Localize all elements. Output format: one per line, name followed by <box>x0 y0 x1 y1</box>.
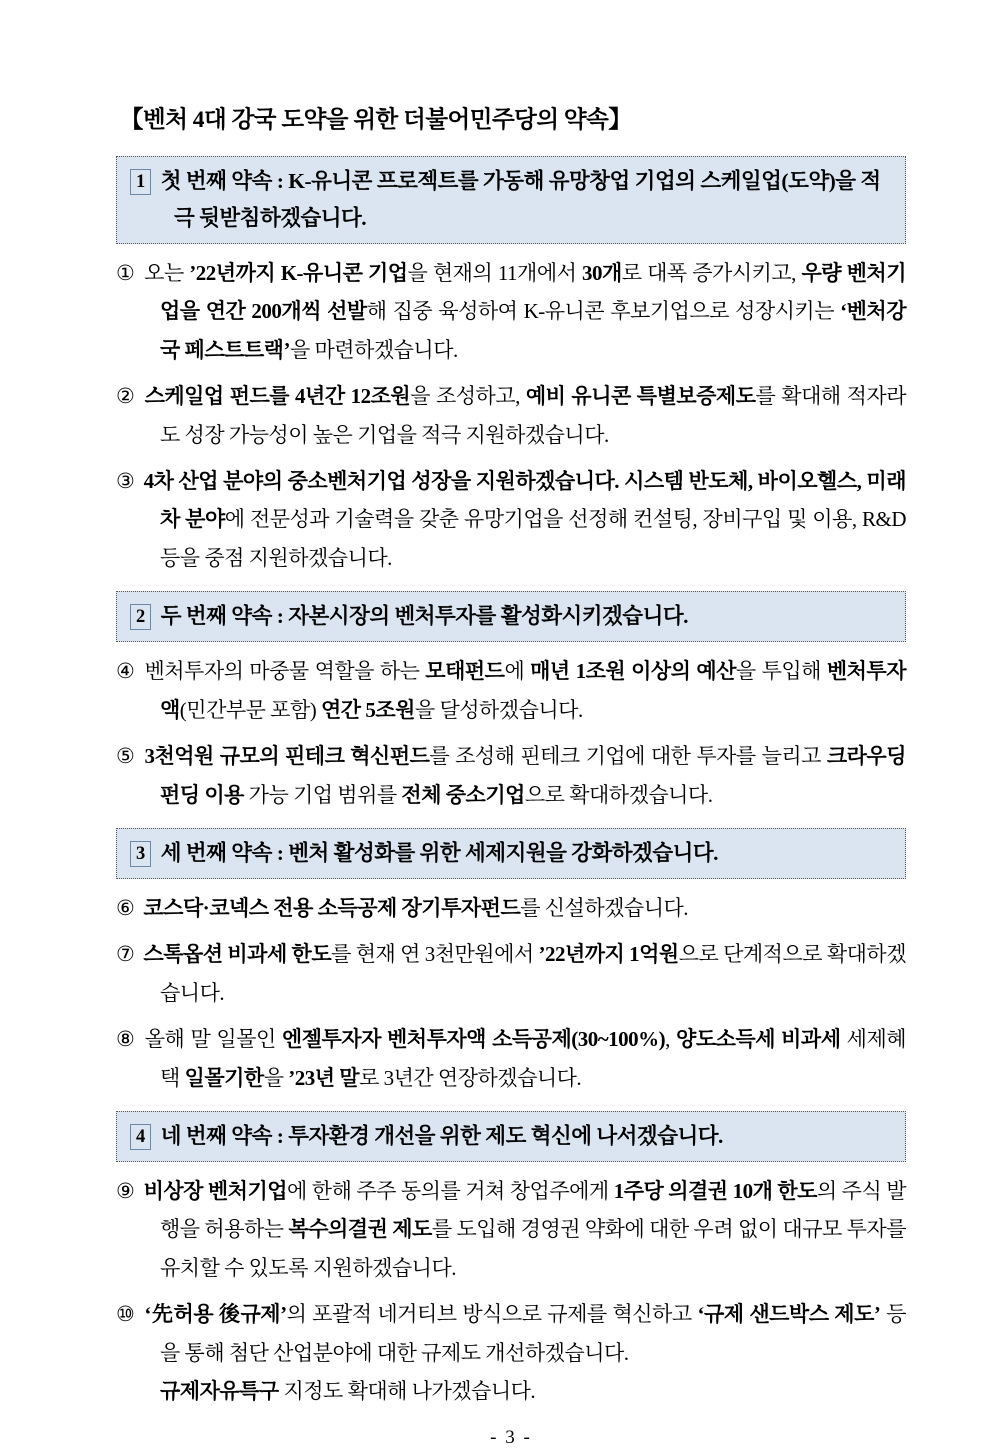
emphasis-text: 매년 1조원 이상의 예산 <box>530 659 736 684</box>
section-heading <box>116 591 906 642</box>
emphasis-text: 양도소득세 비과세 <box>676 1027 841 1052</box>
emphasis-text: 크라우딩 펀딩 이용 <box>160 744 907 807</box>
document-title: 【벤처 4대 강국 도약을 위한 더불어민주당의 약속】 <box>120 107 632 133</box>
emphasis-text: 30개 <box>581 260 622 285</box>
body-text: , <box>665 1027 677 1052</box>
emphasis-text: 스케일업 펀드를 4년간 12조원 <box>144 384 411 409</box>
emphasis-text: 벤처투자액 <box>160 659 906 722</box>
emphasis-text: 4차 산업 분야의 중소벤처기업 성장을 지원하겠습니다. 시스템 반도체, 바이오헬스, 미래차 분야 <box>143 469 907 532</box>
list-item <box>116 1295 906 1410</box>
section-4 <box>116 1111 906 1411</box>
item-marker: ⑨ <box>116 1179 135 1204</box>
body-text: 의 주식 발행을 허용하는 <box>160 1179 906 1242</box>
item-marker: ④ <box>116 659 136 684</box>
section-items <box>116 889 906 1097</box>
body-text: 지정도 확대해 나가겠습니다. <box>278 1379 536 1404</box>
list-item <box>116 889 906 927</box>
list-item <box>116 1020 906 1097</box>
section-1 <box>116 156 906 577</box>
page-number: - 3 - <box>490 1426 532 1448</box>
item-marker: ① <box>116 260 136 285</box>
body-text: 에 <box>504 659 531 684</box>
body-text: 으로 확대하겠습니다. <box>524 782 713 807</box>
body-text: (민간부문 포함) <box>179 697 321 722</box>
body-text: 을 마련하겠습니다. <box>289 337 458 362</box>
body-text: 가능 기업 범위를 <box>243 782 402 807</box>
section-heading-inner <box>130 163 895 237</box>
section-items <box>116 1172 906 1411</box>
section-heading-inner <box>130 835 895 872</box>
emphasis-text: 전체 중소기업 <box>401 782 525 807</box>
section-heading <box>116 1111 906 1162</box>
emphasis-text: 일몰기한 <box>184 1065 264 1090</box>
list-item <box>116 377 906 454</box>
body-text: 을 <box>263 1065 289 1090</box>
body-text: 로 대폭 증가시키고, <box>621 260 802 285</box>
emphasis-text: 연간 5조원 <box>321 697 415 722</box>
body-text: 를 조성해 핀테크 기업에 대한 투자를 늘리고 <box>429 744 827 769</box>
section-number-box: 1 <box>130 169 151 195</box>
emphasis-text: ‘先허용 後규제’ <box>144 1302 287 1327</box>
body-text: 벤처투자의 마중물 역할을 하는 <box>144 659 426 684</box>
section-heading-text: 네 번째 약속 : 투자환경 개선을 위한 제도 혁신에 나서겠습니다. <box>160 1124 723 1149</box>
emphasis-text: ‘규제 샌드박스 제도’ <box>697 1302 881 1327</box>
section-heading-inner <box>130 598 895 635</box>
emphasis-text: 비상장 벤처기업 <box>143 1179 288 1204</box>
body-text: 오는 <box>144 260 190 285</box>
emphasis-text: ’22년까지 1억원 <box>538 942 679 967</box>
body-text: 을 조성하고, <box>410 384 526 409</box>
list-item <box>116 462 906 577</box>
body-text: 세제혜택 <box>160 1027 907 1090</box>
body-text: 를 도입해 경영권 약화에 대한 우려 없이 대규모 투자를 유치할 수 있도록 지원하겠습니다. <box>160 1217 906 1280</box>
body-text: 를 신설하겠습니다. <box>520 895 689 920</box>
list-item <box>116 652 906 729</box>
section-number-box: 4 <box>130 1124 151 1150</box>
body-text: 을 달성하겠습니다. <box>414 697 583 722</box>
document-body <box>116 156 906 1411</box>
list-item <box>116 935 906 1012</box>
item-marker: ⑩ <box>116 1302 136 1327</box>
section-number-box: 3 <box>130 841 151 867</box>
body-text: 올해 말 일몰인 <box>144 1027 282 1052</box>
section-items <box>116 652 906 814</box>
item-marker: ② <box>116 384 136 409</box>
emphasis-text: 모태펀드 <box>425 659 505 684</box>
body-text: 을 현재의 11개에서 <box>407 260 582 285</box>
item-marker: ⑤ <box>116 744 136 769</box>
list-item <box>116 1172 906 1287</box>
list-item <box>116 254 906 369</box>
body-text: 의 포괄적 네거티브 방식으로 규제를 혁신하고 <box>286 1302 698 1327</box>
item-marker: ⑧ <box>116 1027 136 1052</box>
body-text: 를 확대해 적자라도 성장 가능성이 높은 기업을 적극 지원하겠습니다. <box>160 384 906 447</box>
body-text: 등을 통해 첨단 산업분야에 대한 규제도 개선하겠습니다. <box>160 1302 906 1365</box>
emphasis-text: ‘벤처강국 페스트트랙’ <box>160 299 906 362</box>
section-items <box>116 254 906 577</box>
item-marker: ⑥ <box>116 895 135 920</box>
emphasis-text: 우량 벤처기업을 연간 200개씩 선발 <box>160 260 906 324</box>
emphasis-text: 3천억원 규모의 핀테크 혁신펀드 <box>144 744 430 769</box>
section-number-box: 2 <box>130 604 151 630</box>
section-heading <box>116 156 906 244</box>
emphasis-text: 규제자유특구 <box>160 1379 279 1404</box>
emphasis-text: 복수의결권 제도 <box>288 1217 432 1242</box>
section-2 <box>116 591 906 814</box>
body-text: 으로 단계적으로 확대하겠습니다. <box>160 942 906 1005</box>
list-item <box>116 737 906 814</box>
item-marker: ⑦ <box>116 942 135 967</box>
body-text: 에 한해 주주 동의를 거쳐 창업주에게 <box>287 1179 614 1204</box>
body-text: 을 투입해 <box>735 659 827 684</box>
emphasis-text: ’22년까지 K-유니콘 기업 <box>189 260 408 285</box>
emphasis-text: 예비 유니콘 특별보증제도 <box>525 384 756 409</box>
emphasis-text: 스톡옵션 비과세 한도 <box>143 942 332 967</box>
section-3 <box>116 828 906 1097</box>
body-text: 에 전문성과 기술력을 갖춘 유망기업을 선정해 컨설팅, 장비구입 및 이용, R&D 등을 중점 지원하겠습니다. <box>160 507 906 570</box>
emphasis-text: 1주당 의결권 10개 한도 <box>613 1179 817 1204</box>
item-marker: ③ <box>116 469 135 494</box>
section-heading-text: 첫 번째 약속 : K-유니콘 프로젝트를 가동해 유망창업 기업의 스케일업(도약)을 적극 뒷받침하겠습니다. <box>160 169 881 230</box>
emphasis-text: ’23년 말 <box>288 1065 360 1090</box>
section-heading-text: 두 번째 약속 : 자본시장의 벤처투자를 활성화시키겠습니다. <box>160 604 688 629</box>
body-text: 해 집중 육성하여 K-유니콘 후보기업으로 성장시키는 <box>366 299 841 324</box>
section-heading-inner <box>130 1118 895 1155</box>
section-heading <box>116 828 906 879</box>
section-heading-text: 세 번째 약속 : 벤처 활성화를 위한 세제지원을 강화하겠습니다. <box>160 840 719 865</box>
emphasis-text: 코스닥·코넥스 전용 소득공제 장기투자펀드 <box>143 895 521 920</box>
emphasis-text: 엔젤투자자 벤처투자액 소득공제(30~100%) <box>281 1027 666 1052</box>
body-text: 로 3년간 연장하겠습니다. <box>359 1065 582 1090</box>
body-text: 를 현재 연 3천만원에서 <box>331 942 539 967</box>
